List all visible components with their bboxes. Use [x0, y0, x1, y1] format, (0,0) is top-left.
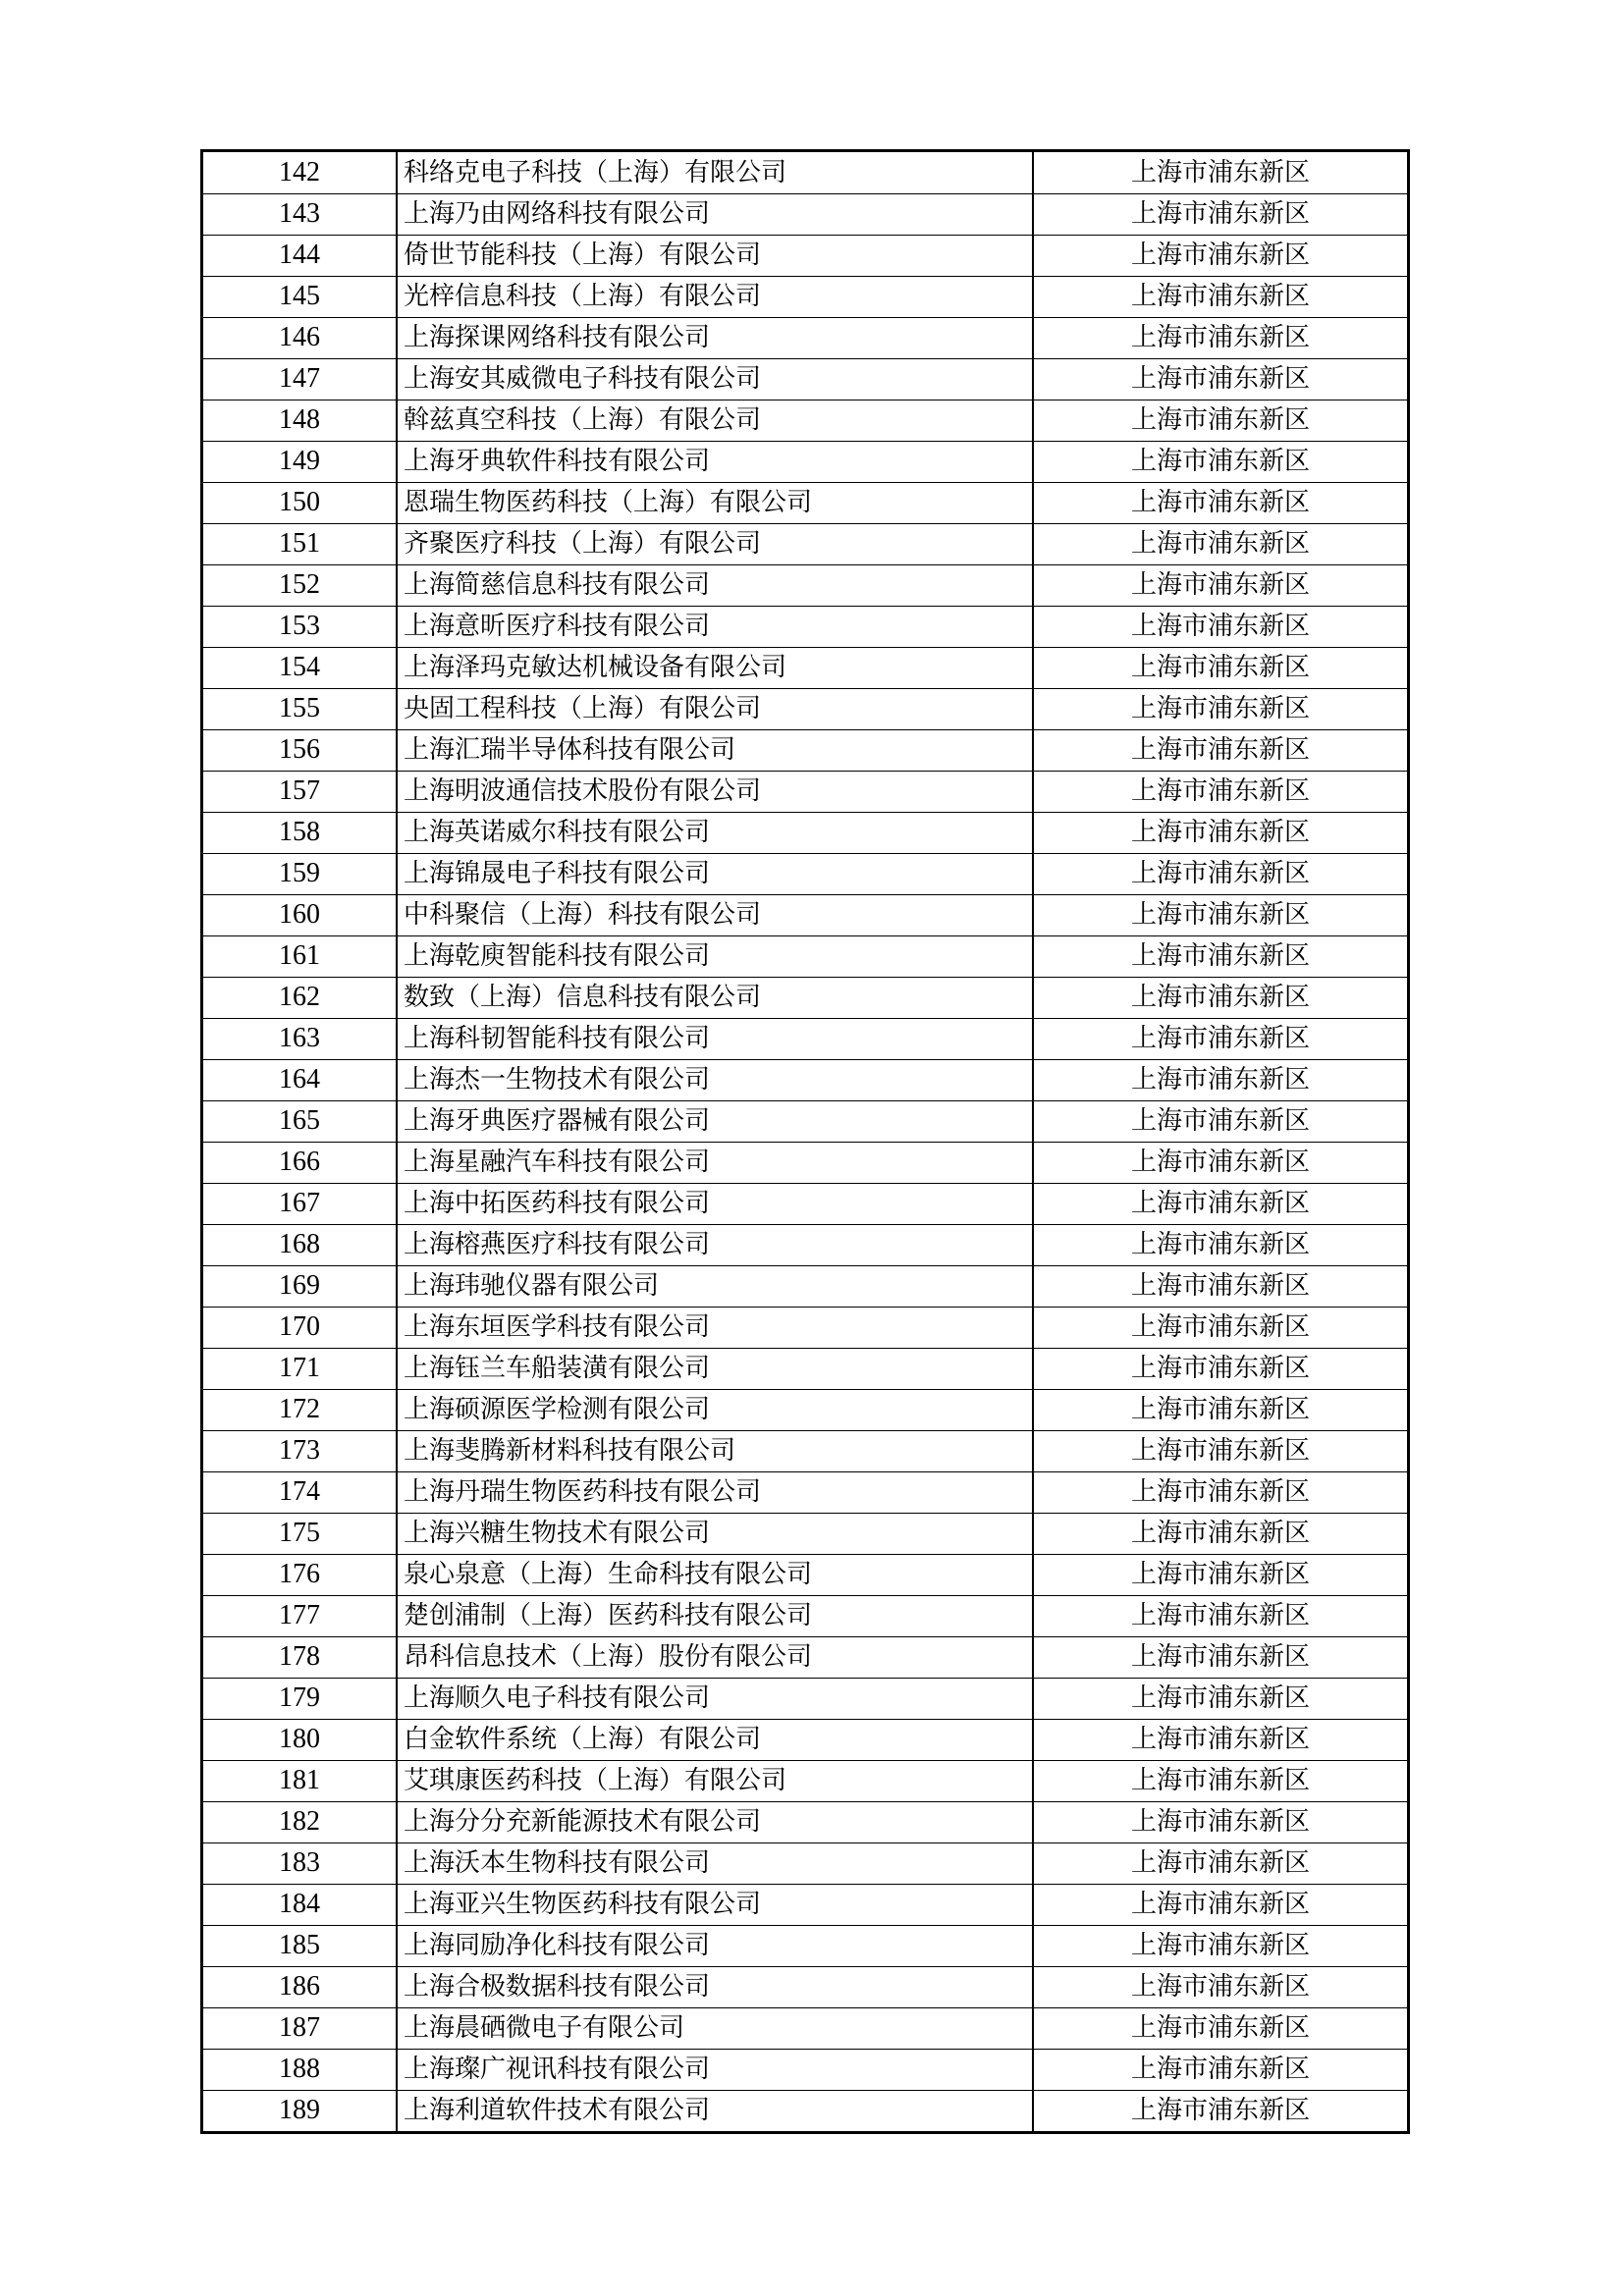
company-name: 上海沃本生物科技有限公司: [397, 1842, 1033, 1884]
table-row: [203, 235, 1407, 276]
company-region: 上海市浦东新区: [1033, 647, 1407, 688]
table-row: [203, 1636, 1407, 1678]
row-number: 157: [203, 771, 397, 812]
company-region: 上海市浦东新区: [1033, 729, 1407, 771]
table-row: [203, 2049, 1407, 2090]
company-list-table: [200, 149, 1410, 2134]
table-row: [203, 482, 1407, 523]
company-region: 上海市浦东新区: [1033, 977, 1407, 1018]
table-row: [203, 358, 1407, 400]
company-name: 上海分分充新能源技术有限公司: [397, 1801, 1033, 1842]
company-region: 上海市浦东新区: [1033, 193, 1407, 235]
company-name: 上海玮驰仪器有限公司: [397, 1265, 1033, 1307]
company-name: 上海牙典医疗器械有限公司: [397, 1100, 1033, 1142]
company-region: 上海市浦东新区: [1033, 1018, 1407, 1059]
company-table: [203, 152, 1407, 2131]
company-name: 上海东垣医学科技有限公司: [397, 1307, 1033, 1348]
company-region: 上海市浦东新区: [1130, 2096, 1310, 2126]
table-row: [203, 523, 1407, 564]
row-number: 178: [203, 1636, 397, 1678]
company-region: 上海市浦东新区: [1033, 1925, 1407, 1966]
company-name: 数致（上海）信息科技有限公司: [397, 977, 1033, 1018]
table-row: [203, 853, 1407, 894]
company-name: 上海钰兰车船装潢有限公司: [397, 1348, 1033, 1389]
row-number: 148: [203, 400, 397, 441]
row-number: 188: [203, 2049, 397, 2090]
row-number: 155: [203, 688, 397, 729]
company-name: 昂科信息技术（上海）股份有限公司: [397, 1636, 1033, 1678]
company-name: 上海探课网络科技有限公司: [397, 317, 1033, 358]
row-number: 144: [203, 235, 397, 276]
table-row: [203, 1142, 1407, 1183]
company-name: 上海杰一生物技术有限公司: [397, 1059, 1033, 1100]
row-number: 143: [203, 193, 397, 235]
company-name: 上海同励净化科技有限公司: [397, 1925, 1033, 1966]
table-row: [203, 1100, 1407, 1142]
table-body: [203, 152, 1407, 2131]
table-row: [203, 1430, 1407, 1471]
company-region: 上海市浦东新区: [1033, 1142, 1407, 1183]
company-region: 上海市浦东新区: [1033, 317, 1407, 358]
company-name: 上海简慈信息科技有限公司: [397, 564, 1033, 606]
table-row: [203, 1719, 1407, 1760]
company-name: 上海星融汽车科技有限公司: [397, 1142, 1033, 1183]
company-region: 上海市浦东新区: [1033, 1760, 1407, 1801]
row-number: 167: [203, 1183, 397, 1224]
row-number: 177: [203, 1595, 397, 1636]
company-region: 上海市浦东新区: [1033, 1471, 1407, 1513]
row-number: 182: [203, 1801, 397, 1842]
row-number: 154: [203, 647, 397, 688]
row-number: 152: [203, 564, 397, 606]
row-number: 153: [203, 606, 397, 647]
company-name: 上海榕燕医疗科技有限公司: [397, 1224, 1033, 1265]
table-row: [203, 1183, 1407, 1224]
company-region: 上海市浦东新区: [1033, 441, 1407, 482]
company-name: 上海斐腾新材料科技有限公司: [397, 1430, 1033, 1471]
table-row: [203, 564, 1407, 606]
row-number: 186: [203, 1966, 397, 2007]
table-row: [203, 1966, 1407, 2007]
table-row: [203, 1471, 1407, 1513]
table-row: [203, 729, 1407, 771]
company-region: 上海市浦东新区: [1033, 1595, 1407, 1636]
table-row: [203, 1678, 1407, 1719]
table-row: [203, 1348, 1407, 1389]
company-name: 上海璨广视讯科技有限公司: [397, 2049, 1033, 2090]
company-region: 上海市浦东新区: [1033, 400, 1407, 441]
company-name: 上海顺久电子科技有限公司: [397, 1678, 1033, 1719]
table-row: [203, 1059, 1407, 1100]
row-number: 170: [203, 1307, 397, 1348]
table-row: [203, 1224, 1407, 1265]
company-name: 上海丹瑞生物医药科技有限公司: [397, 1471, 1033, 1513]
company-region: 上海市浦东新区: [1033, 1554, 1407, 1595]
table-row: [203, 771, 1407, 812]
table-row: [203, 317, 1407, 358]
table-row: [203, 276, 1407, 317]
table-row: [203, 1884, 1407, 1925]
table-row: [203, 977, 1407, 1018]
row-number: 159: [203, 853, 397, 894]
company-region: 上海市浦东新区: [1033, 1884, 1407, 1925]
company-region: 上海市浦东新区: [1033, 276, 1407, 317]
table-row: [203, 152, 1407, 193]
row-number: 142: [203, 152, 397, 193]
row-number: 156: [203, 729, 397, 771]
company-name: 上海安其威微电子科技有限公司: [397, 358, 1033, 400]
row-number: 160: [203, 894, 397, 935]
company-name: 上海意昕医疗科技有限公司: [397, 606, 1033, 647]
row-number: 169: [203, 1265, 397, 1307]
row-number: 145: [203, 276, 397, 317]
table-row: [203, 935, 1407, 977]
row-number: 174: [203, 1471, 397, 1513]
company-name: 斡兹真空科技（上海）有限公司: [397, 400, 1033, 441]
company-region: 上海市浦东新区: [1033, 1842, 1407, 1884]
company-name: 上海亚兴生物医药科技有限公司: [397, 1884, 1033, 1925]
company-name: 白金软件系统（上海）有限公司: [397, 1719, 1033, 1760]
table-row: [203, 193, 1407, 235]
row-number: 171: [203, 1348, 397, 1389]
company-region: 上海市浦东新区: [1033, 1307, 1407, 1348]
company-name: 上海利道软件技术有限公司: [397, 2090, 1033, 2131]
table-row: [203, 1554, 1407, 1595]
row-number: 151: [203, 523, 397, 564]
row-number: 184: [203, 1884, 397, 1925]
company-name: 上海汇瑞半导体科技有限公司: [397, 729, 1033, 771]
company-region: 上海市浦东新区: [1033, 1265, 1407, 1307]
company-name: 艾琪康医药科技（上海）有限公司: [397, 1760, 1033, 1801]
table-row: [203, 1018, 1407, 1059]
company-region: 上海市浦东新区: [1033, 894, 1407, 935]
company-region: 上海市浦东新区: [1033, 771, 1407, 812]
company-region: 上海市浦东新区: [1033, 688, 1407, 729]
table-row: [203, 647, 1407, 688]
company-name: 倚世节能科技（上海）有限公司: [397, 235, 1033, 276]
company-region: 上海市浦东新区: [1033, 1059, 1407, 1100]
company-region: 上海市浦东新区: [1033, 1224, 1407, 1265]
row-number: 187: [203, 2007, 397, 2049]
row-number: 166: [203, 1142, 397, 1183]
table-row: [203, 1842, 1407, 1884]
company-name: 上海合极数据科技有限公司: [397, 1966, 1033, 2007]
company-name: 泉心泉意（上海）生命科技有限公司: [397, 1554, 1033, 1595]
row-number: 181: [203, 1760, 397, 1801]
company-name: 中科聚信（上海）科技有限公司: [397, 894, 1033, 935]
company-name: 上海乃由网络科技有限公司: [397, 193, 1033, 235]
company-name: 科络克电子科技（上海）有限公司: [397, 152, 1033, 193]
row-number: 173: [203, 1430, 397, 1471]
company-region: 上海市浦东新区: [1033, 523, 1407, 564]
company-region: 上海市浦东新区: [1033, 1636, 1407, 1678]
company-region: 上海市浦东新区: [1033, 812, 1407, 853]
table-row: [203, 812, 1407, 853]
company-name: 上海锦晟电子科技有限公司: [397, 853, 1033, 894]
table-row: [203, 441, 1407, 482]
company-region: 上海市浦东新区: [1033, 482, 1407, 523]
company-name: 恩瑞生物医药科技（上海）有限公司: [397, 482, 1033, 523]
company-region: 上海市浦东新区: [1033, 1183, 1407, 1224]
company-name: 光梓信息科技（上海）有限公司: [397, 276, 1033, 317]
company-region: 上海市浦东新区: [1033, 235, 1407, 276]
table-row: [203, 2090, 1407, 2131]
table-row: [203, 606, 1407, 647]
table-row: [203, 688, 1407, 729]
company-name: 上海泽玛克敏达机械设备有限公司: [397, 647, 1033, 688]
company-region: 上海市浦东新区: [1033, 564, 1407, 606]
company-name: 上海硕源医学检测有限公司: [397, 1389, 1033, 1430]
company-region: 上海市浦东新区: [1033, 1100, 1407, 1142]
company-region: 上海市浦东新区: [1033, 2007, 1407, 2049]
table-row: [203, 1389, 1407, 1430]
row-number: 175: [203, 1513, 397, 1554]
row-number: 183: [203, 1842, 397, 1884]
company-name: 上海中拓医药科技有限公司: [397, 1183, 1033, 1224]
table-row: [203, 1760, 1407, 1801]
company-name: 上海晨硒微电子有限公司: [397, 2007, 1033, 2049]
company-name: 上海科韧智能科技有限公司: [397, 1018, 1033, 1059]
company-region: 上海市浦东新区: [1033, 1678, 1407, 1719]
table-row: [203, 2007, 1407, 2049]
table-row: [203, 1265, 1407, 1307]
row-number: 150: [203, 482, 397, 523]
company-region: 上海市浦东新区: [1033, 2049, 1407, 2090]
table-row: [203, 1595, 1407, 1636]
row-number: 149: [203, 441, 397, 482]
company-region: 上海市浦东新区: [1033, 1719, 1407, 1760]
company-name: 上海乾庾智能科技有限公司: [397, 935, 1033, 977]
row-number: 146: [203, 317, 397, 358]
row-number: 163: [203, 1018, 397, 1059]
company-name: 上海兴糖生物技术有限公司: [397, 1513, 1033, 1554]
row-number: 179: [203, 1678, 397, 1719]
row-number: 168: [203, 1224, 397, 1265]
table-row: [203, 1513, 1407, 1554]
company-region: 上海市浦东新区: [1033, 152, 1407, 193]
table-row: [203, 400, 1407, 441]
row-number: 172: [203, 1389, 397, 1430]
company-name: 上海英诺威尔科技有限公司: [397, 812, 1033, 853]
row-number: 147: [203, 358, 397, 400]
company-name: 齐聚医疗科技（上海）有限公司: [397, 523, 1033, 564]
row-number: 176: [203, 1554, 397, 1595]
company-region: 上海市浦东新区: [1033, 1966, 1407, 2007]
company-name: 楚创浦制（上海）医药科技有限公司: [397, 1595, 1033, 1636]
table-row: [203, 1925, 1407, 1966]
company-name: 上海牙典软件科技有限公司: [397, 441, 1033, 482]
company-region: 上海市浦东新区: [1033, 1513, 1407, 1554]
company-name: 上海明波通信技术股份有限公司: [397, 771, 1033, 812]
company-region: 上海市浦东新区: [1033, 606, 1407, 647]
table-row: [203, 1307, 1407, 1348]
row-number: 189: [203, 2090, 397, 2131]
company-region: 上海市浦东新区: [1033, 1801, 1407, 1842]
row-number: 165: [203, 1100, 397, 1142]
row-number: 158: [203, 812, 397, 853]
company-region: 上海市浦东新区: [1033, 1389, 1407, 1430]
company-region: 上海市浦东新区: [1033, 853, 1407, 894]
row-number: 185: [203, 1925, 397, 1966]
company-region: 上海市浦东新区: [1033, 1430, 1407, 1471]
company-region: 上海市浦东新区: [1033, 1348, 1407, 1389]
row-number: 164: [203, 1059, 397, 1100]
row-number: 180: [203, 1719, 397, 1760]
row-number: 161: [203, 935, 397, 977]
company-region: 上海市浦东新区: [1033, 358, 1407, 400]
company-region: 上海市浦东新区: [1033, 935, 1407, 977]
table-row: [203, 1801, 1407, 1842]
row-number: 162: [203, 977, 397, 1018]
table-row: [203, 894, 1407, 935]
company-name: 央固工程科技（上海）有限公司: [397, 688, 1033, 729]
